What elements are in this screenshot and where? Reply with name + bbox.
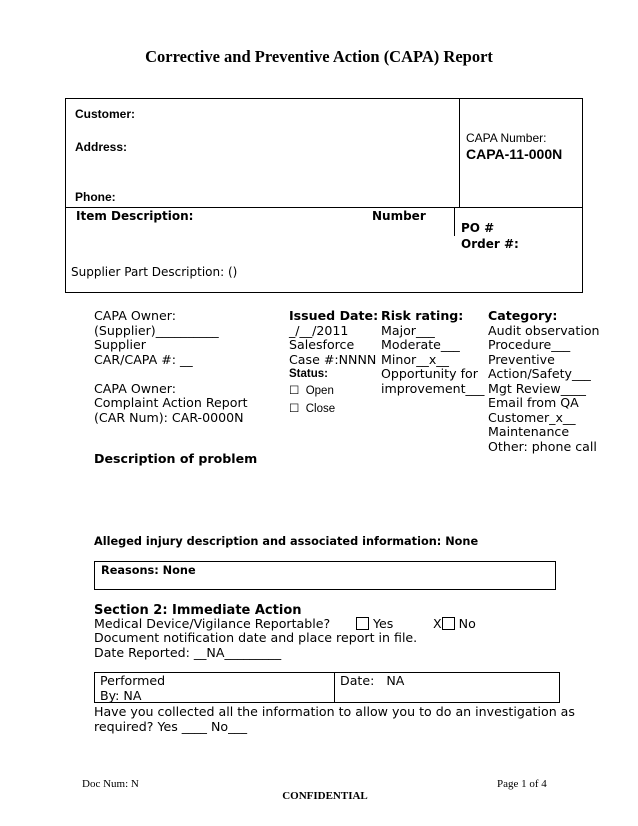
status-open[interactable]	[289, 382, 378, 400]
x-mark: X	[433, 616, 442, 631]
risk-line: Moderate___	[381, 337, 460, 352]
owner-line: Complaint Action Report	[94, 395, 248, 410]
category-label: Category:	[488, 308, 558, 323]
issued-source: Salesforce	[289, 337, 355, 352]
alleged-injury-text: Alleged injury description and associated information: None	[94, 535, 479, 548]
category-column	[488, 309, 600, 454]
risk-line: improvement___	[381, 380, 485, 396]
owner-line: Supplier	[94, 337, 146, 352]
no-checkbox[interactable]	[442, 617, 455, 630]
issued-date: _/__/2011	[289, 322, 349, 338]
section2-title: Section 2: Immediate Action	[94, 603, 302, 618]
close-checkbox[interactable]: ☐	[289, 403, 300, 415]
issued-date-label: Issued Date:	[289, 308, 379, 323]
capa-number-value: CAPA-11-000N	[466, 146, 563, 162]
no-label: No	[458, 616, 476, 631]
notification-text: Document notification date and place report in file.	[94, 630, 418, 645]
category-line: Customer_x__	[488, 409, 576, 425]
phone-label: Phone:	[75, 190, 116, 204]
header-horizontal-divider	[65, 207, 583, 208]
performed-by-cell	[100, 674, 165, 703]
number-label: Number	[372, 209, 426, 223]
address-label: Address:	[75, 140, 128, 154]
issued-column	[289, 309, 378, 418]
category-line: Preventive	[488, 351, 555, 367]
collected-line1: Have you collected all the information to allow you to do an investigation as	[94, 704, 575, 719]
header-vertical-divider	[459, 98, 460, 208]
category-line: Audit observation	[488, 322, 600, 338]
owner-column	[94, 309, 248, 425]
collected-line2: required? Yes ____ No___	[94, 718, 247, 734]
owner-line: CAR/CAPA #: __	[94, 351, 193, 367]
performed-by-line1: Performed	[100, 673, 166, 688]
item-description-label: Item Description:	[76, 209, 194, 223]
page-number: Page 1 of 4	[497, 778, 547, 790]
yes-label: Yes	[373, 616, 394, 631]
supplier-part-description: Supplier Part Description: ()	[71, 265, 238, 279]
order-label: Order #:	[461, 237, 519, 251]
po-label: PO #	[461, 221, 495, 235]
doc-num: Doc Num: N	[82, 778, 139, 790]
status-close[interactable]	[289, 400, 378, 418]
date-cell: Date: NA	[340, 673, 405, 688]
category-line: Other: phone call	[488, 438, 597, 454]
open-label: Open	[305, 385, 334, 397]
close-label: Close	[305, 403, 336, 415]
risk-line: Minor__x__	[381, 351, 449, 367]
reasons-text: Reasons: None	[101, 564, 196, 577]
performed-by-line2: By: NA	[100, 687, 142, 703]
category-line: Action/Safety___	[488, 366, 591, 381]
customer-label: Customer:	[75, 107, 136, 121]
owner-line: (CAR Num): CAR-0000N	[94, 409, 244, 425]
performed-table-divider	[334, 672, 335, 703]
owner-line: (Supplier)__________	[94, 322, 219, 338]
header-box	[65, 98, 583, 293]
capa-number-label: CAPA Number:	[466, 131, 547, 145]
no-option[interactable]	[433, 617, 476, 632]
po-box-left-border	[454, 208, 455, 236]
category-line: Maintenance	[488, 424, 570, 439]
risk-line: Opportunity for	[381, 366, 478, 381]
collected-question	[94, 705, 575, 734]
medical-device-question: Medical Device/Vigilance Reportable?	[94, 616, 331, 631]
status-label: Status:	[289, 368, 328, 380]
owner-line: CAPA Owner:	[94, 380, 176, 396]
reasons-box	[94, 561, 556, 590]
category-line: Email from QA	[488, 395, 579, 410]
category-line: Mgt Review____	[488, 380, 586, 396]
date-reported: Date Reported: __NA_________	[94, 645, 282, 660]
risk-column	[381, 309, 484, 396]
risk-rating-label: Risk rating:	[381, 308, 464, 323]
yes-checkbox[interactable]	[356, 617, 369, 630]
confidential-label: CONFIDENTIAL	[282, 790, 368, 802]
category-line: Procedure___	[488, 337, 571, 352]
owner-line: CAPA Owner:	[94, 308, 176, 323]
description-label: Description of problem	[94, 451, 258, 466]
open-checkbox[interactable]: ☐	[289, 385, 300, 397]
case-number: Case #:NNNN	[289, 351, 377, 367]
page-title: Corrective and Preventive Action (CAPA) Report	[145, 47, 493, 66]
risk-line: Major___	[381, 322, 435, 338]
